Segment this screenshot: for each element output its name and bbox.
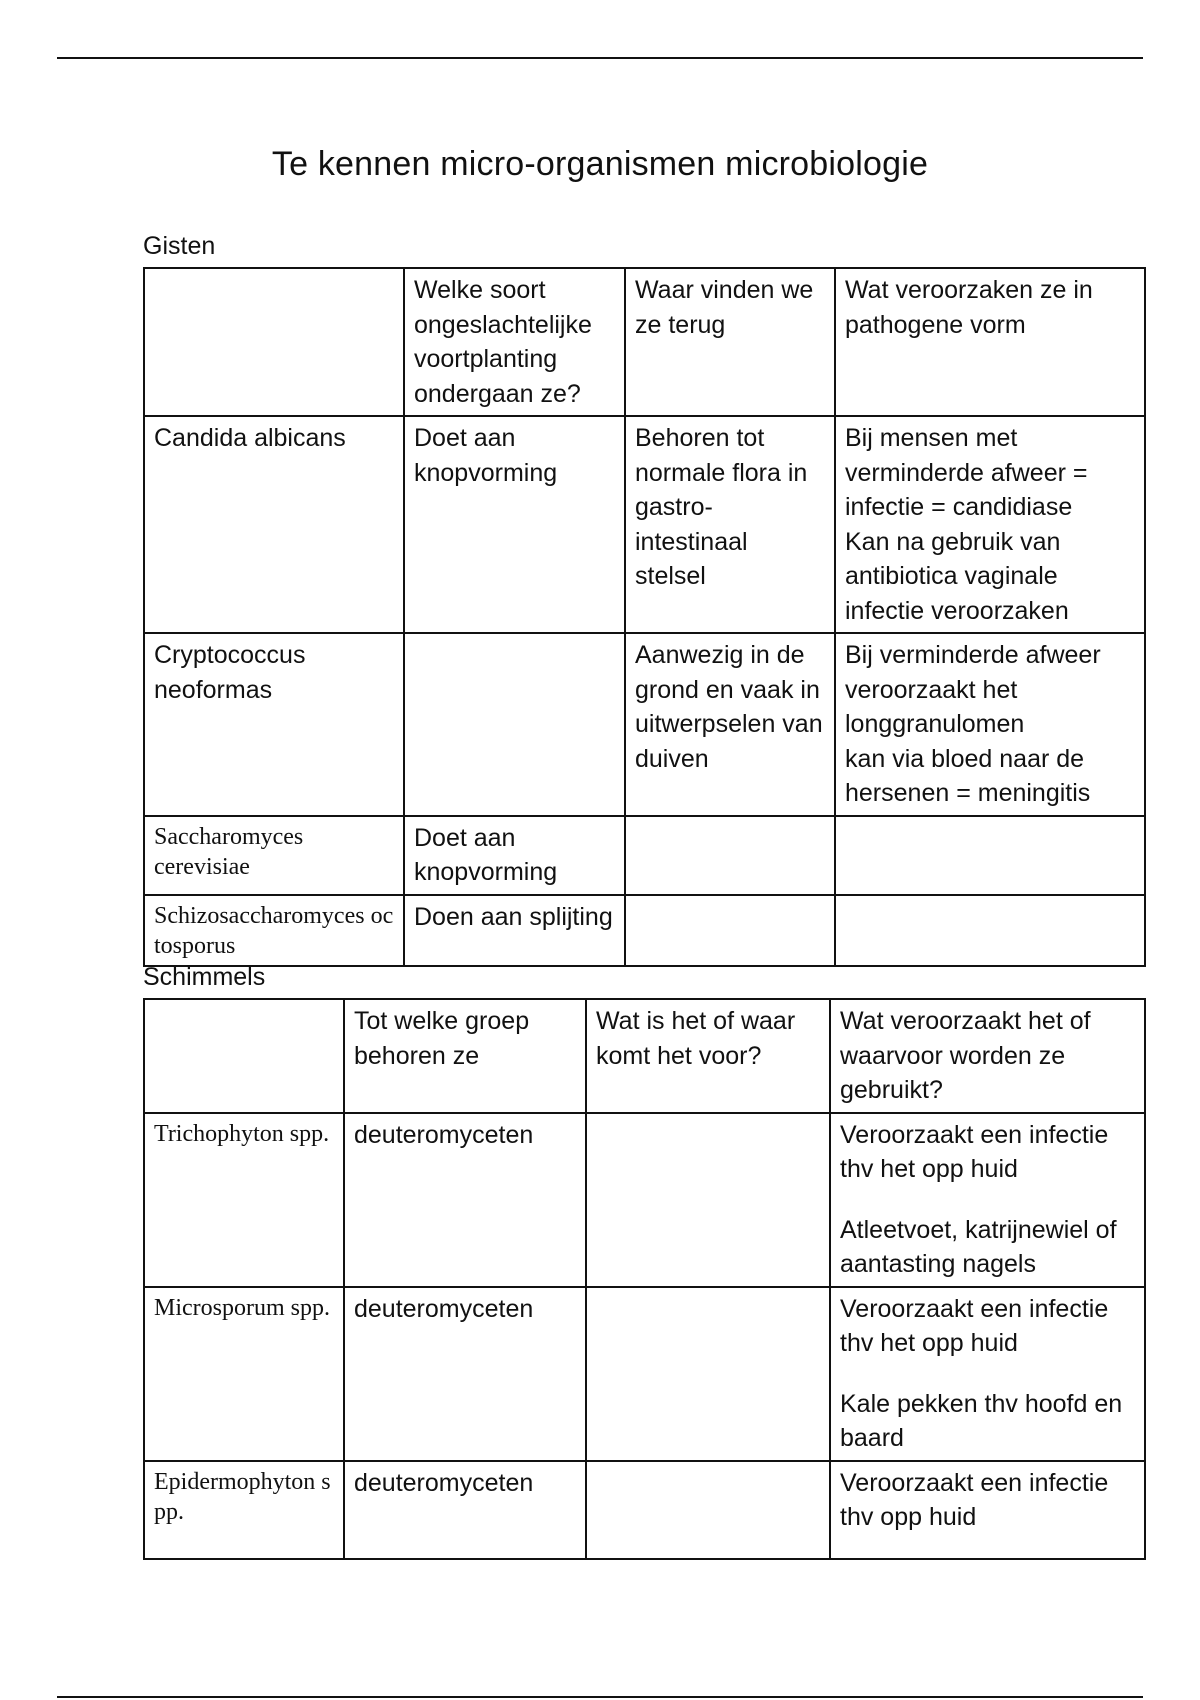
pathogenic-text: Bij verminderde afweer veroorzaakt het longgranulomen bbox=[845, 641, 1101, 738]
pathogenic-text: Bij mensen met verminderde afweer = infectie = candidiase bbox=[845, 424, 1088, 521]
header-cell: Waar vinden we ze terug bbox=[625, 268, 835, 416]
table-header-row bbox=[144, 268, 1145, 416]
where-cell bbox=[586, 1287, 830, 1461]
header-cell: Wat veroorzaakt het of waarvoor worden ze gebruikt? bbox=[830, 999, 1145, 1113]
effect-text: Veroorzaakt een infectie thv opp huid bbox=[840, 1468, 1109, 1531]
where-cell bbox=[586, 1461, 830, 1559]
schimmels-table bbox=[143, 998, 1146, 1560]
table-row bbox=[144, 633, 1145, 816]
organism-name: Cryptococcus neoformas bbox=[144, 633, 404, 816]
table-row bbox=[144, 1287, 1145, 1461]
effect-text: Veroorzaakt een infectie thv het opp huid bbox=[840, 1120, 1109, 1183]
organism-name: Saccharomyces cerevisiae bbox=[144, 816, 404, 895]
header-cell bbox=[144, 999, 344, 1113]
table-row bbox=[144, 1113, 1145, 1287]
organism-name: Schizosaccharomyces octosporus bbox=[144, 895, 404, 966]
location-cell: Aanwezig in de grond en vaak in uitwerpselen van duiven bbox=[625, 633, 835, 816]
table-row bbox=[144, 895, 1145, 966]
where-cell bbox=[586, 1113, 830, 1287]
reproduction-cell bbox=[404, 633, 625, 816]
pathogenic-cell bbox=[835, 416, 1145, 633]
page-title: Te kennen micro-organismen microbiologie bbox=[271, 145, 929, 183]
effect-text: Atleetvoet, katrijnewiel of aantasting nagels bbox=[840, 1215, 1117, 1278]
section-label-gisten: Gisten bbox=[143, 232, 216, 260]
section-label-schimmels: Schimmels bbox=[143, 963, 266, 991]
group-cell: deuteromyceten bbox=[344, 1113, 586, 1287]
paragraph-gap bbox=[840, 1361, 1135, 1387]
table-row bbox=[144, 1461, 1145, 1559]
header-cell bbox=[144, 268, 404, 416]
reproduction-cell: Doen aan splijting bbox=[404, 895, 625, 966]
table-row bbox=[144, 416, 1145, 633]
header-cell: Wat is het of waar komt het voor? bbox=[586, 999, 830, 1113]
gisten-table bbox=[143, 267, 1146, 967]
pathogenic-text: Kan na gebruik van antibiotica vaginale infectie veroorzaken bbox=[845, 527, 1069, 625]
effect-cell bbox=[830, 1113, 1145, 1287]
location-cell bbox=[625, 816, 835, 895]
header-cell: Welke soort ongeslachtelijke voortplanting ondergaan ze? bbox=[404, 268, 625, 416]
reproduction-cell: Doet aan knopvorming bbox=[404, 416, 625, 633]
table-row bbox=[144, 816, 1145, 895]
effect-cell bbox=[830, 1461, 1145, 1559]
header-cell: Wat veroorzaken ze in pathogene vorm bbox=[835, 268, 1145, 416]
group-cell: deuteromyceten bbox=[344, 1461, 586, 1559]
header-cell: Tot welke groep behoren ze bbox=[344, 999, 586, 1113]
paragraph-gap bbox=[840, 1187, 1135, 1213]
effect-text: Kale pekken thv hoofd en baard bbox=[840, 1389, 1123, 1452]
organism-name: Epidermophyton spp. bbox=[144, 1461, 344, 1559]
organism-name: Trichophyton spp. bbox=[144, 1113, 344, 1287]
pathogenic-cell bbox=[835, 816, 1145, 895]
pathogenic-cell bbox=[835, 633, 1145, 816]
location-cell: Behoren tot normale flora in gastro-intestinaal stelsel bbox=[625, 416, 835, 633]
header-rule bbox=[57, 57, 1143, 59]
footer-rule bbox=[57, 1696, 1143, 1698]
effect-text: Veroorzaakt een infectie thv het opp huid bbox=[840, 1294, 1109, 1357]
effect-cell bbox=[830, 1287, 1145, 1461]
table-header-row bbox=[144, 999, 1145, 1113]
pathogenic-cell bbox=[835, 895, 1145, 966]
pathogenic-text: kan via bloed naar de hersenen = meningitis bbox=[845, 744, 1091, 807]
reproduction-cell: Doet aan knopvorming bbox=[404, 816, 625, 895]
location-cell bbox=[625, 895, 835, 966]
organism-name: Microsporum spp. bbox=[144, 1287, 344, 1461]
organism-name: Candida albicans bbox=[144, 416, 404, 633]
group-cell: deuteromyceten bbox=[344, 1287, 586, 1461]
